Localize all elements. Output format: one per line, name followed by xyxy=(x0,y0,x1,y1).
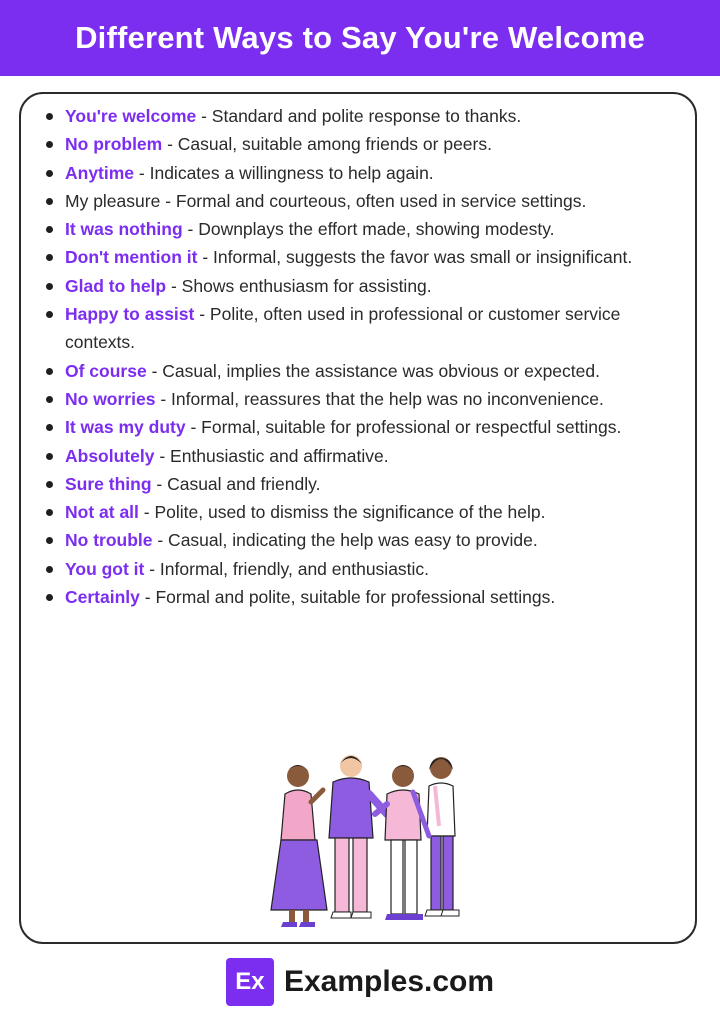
phrase-description: - Informal, friendly, and enthusiastic. xyxy=(144,558,430,579)
phrase-term: My pleasure xyxy=(65,190,161,211)
list-item xyxy=(45,385,675,413)
phrase-description: - Downplays the effort made, showing modesty. xyxy=(182,219,555,240)
footer-brand xyxy=(0,954,720,1010)
list-item xyxy=(45,357,675,385)
phrase-description: - Formal and polite, suitable for professional settings. xyxy=(139,587,556,608)
list-item xyxy=(45,272,675,300)
phrase-term: Anytime xyxy=(65,162,135,183)
phrase-term: You got it xyxy=(65,558,145,579)
phrase-term: No worries xyxy=(65,388,156,409)
list-item xyxy=(45,526,675,554)
list-item xyxy=(45,413,675,441)
phrase-description: - Informal, reassures that the help was no inconvenience. xyxy=(155,388,604,409)
phrase-term: It was my duty xyxy=(65,417,186,438)
list-item xyxy=(45,215,675,243)
phrase-term: Don't mention it xyxy=(65,247,198,268)
phrase-description: - Casual, implies the assistance was obvious or expected. xyxy=(146,360,600,381)
phrase-description: - Informal, suggests the favor was small or insignificant. xyxy=(197,247,633,268)
phrase-description: - Casual and friendly. xyxy=(151,473,321,494)
phrase-description: - Polite, often used in professional or customer service contexts. xyxy=(65,304,621,353)
phrase-term: Absolutely xyxy=(65,445,155,466)
phrase-description: - Shows enthusiasm for assisting. xyxy=(166,275,432,296)
list-item xyxy=(45,243,675,271)
list-item xyxy=(45,442,675,470)
phrase-description: - Standard and polite response to thanks. xyxy=(196,106,522,126)
brand-name: Examples.com xyxy=(283,965,495,998)
list-item xyxy=(45,498,675,526)
list-item xyxy=(45,555,675,583)
header-banner xyxy=(0,0,720,76)
logo-mark: Ex xyxy=(226,958,274,1006)
phrase-description: - Polite, used to dismiss the significance of the help. xyxy=(138,502,546,523)
content-card xyxy=(19,92,697,944)
list-item xyxy=(45,130,675,158)
list-item xyxy=(45,300,675,357)
list-item xyxy=(45,470,675,498)
phrase-term: No trouble xyxy=(65,530,153,551)
list-item xyxy=(45,583,675,611)
phrase-term: Of course xyxy=(65,360,147,381)
phrase-term: Not at all xyxy=(65,502,139,523)
people-group-illustration xyxy=(253,754,463,934)
phrase-term: Sure thing xyxy=(65,473,152,494)
person-man-center-left xyxy=(329,755,387,918)
phrase-description: - Casual, indicating the help was easy to provide. xyxy=(152,530,538,551)
phrase-term: No problem xyxy=(65,134,163,155)
phrase-description: - Enthusiastic and affirmative. xyxy=(154,445,389,466)
phrase-description: - Formal and courteous, often used in service settings. xyxy=(160,190,587,211)
phrase-term: Happy to assist xyxy=(65,304,195,325)
person-man-center-right xyxy=(375,765,423,920)
page-title: Different Ways to Say You're Welcome xyxy=(75,20,645,55)
person-woman-left xyxy=(271,765,327,927)
phrase-term: You're welcome xyxy=(65,106,197,126)
phrase-term: Certainly xyxy=(65,587,140,608)
phrase-term: Glad to help xyxy=(65,275,167,296)
list-item xyxy=(45,187,675,215)
phrase-list xyxy=(45,102,675,611)
phrase-description: - Formal, suitable for professional or respectful settings. xyxy=(185,417,622,438)
list-item xyxy=(45,159,675,187)
phrase-term: It was nothing xyxy=(65,219,183,240)
phrase-description: - Casual, suitable among friends or peers. xyxy=(162,134,492,155)
phrase-description: - Indicates a willingness to help again. xyxy=(134,162,434,183)
list-item xyxy=(45,102,675,130)
